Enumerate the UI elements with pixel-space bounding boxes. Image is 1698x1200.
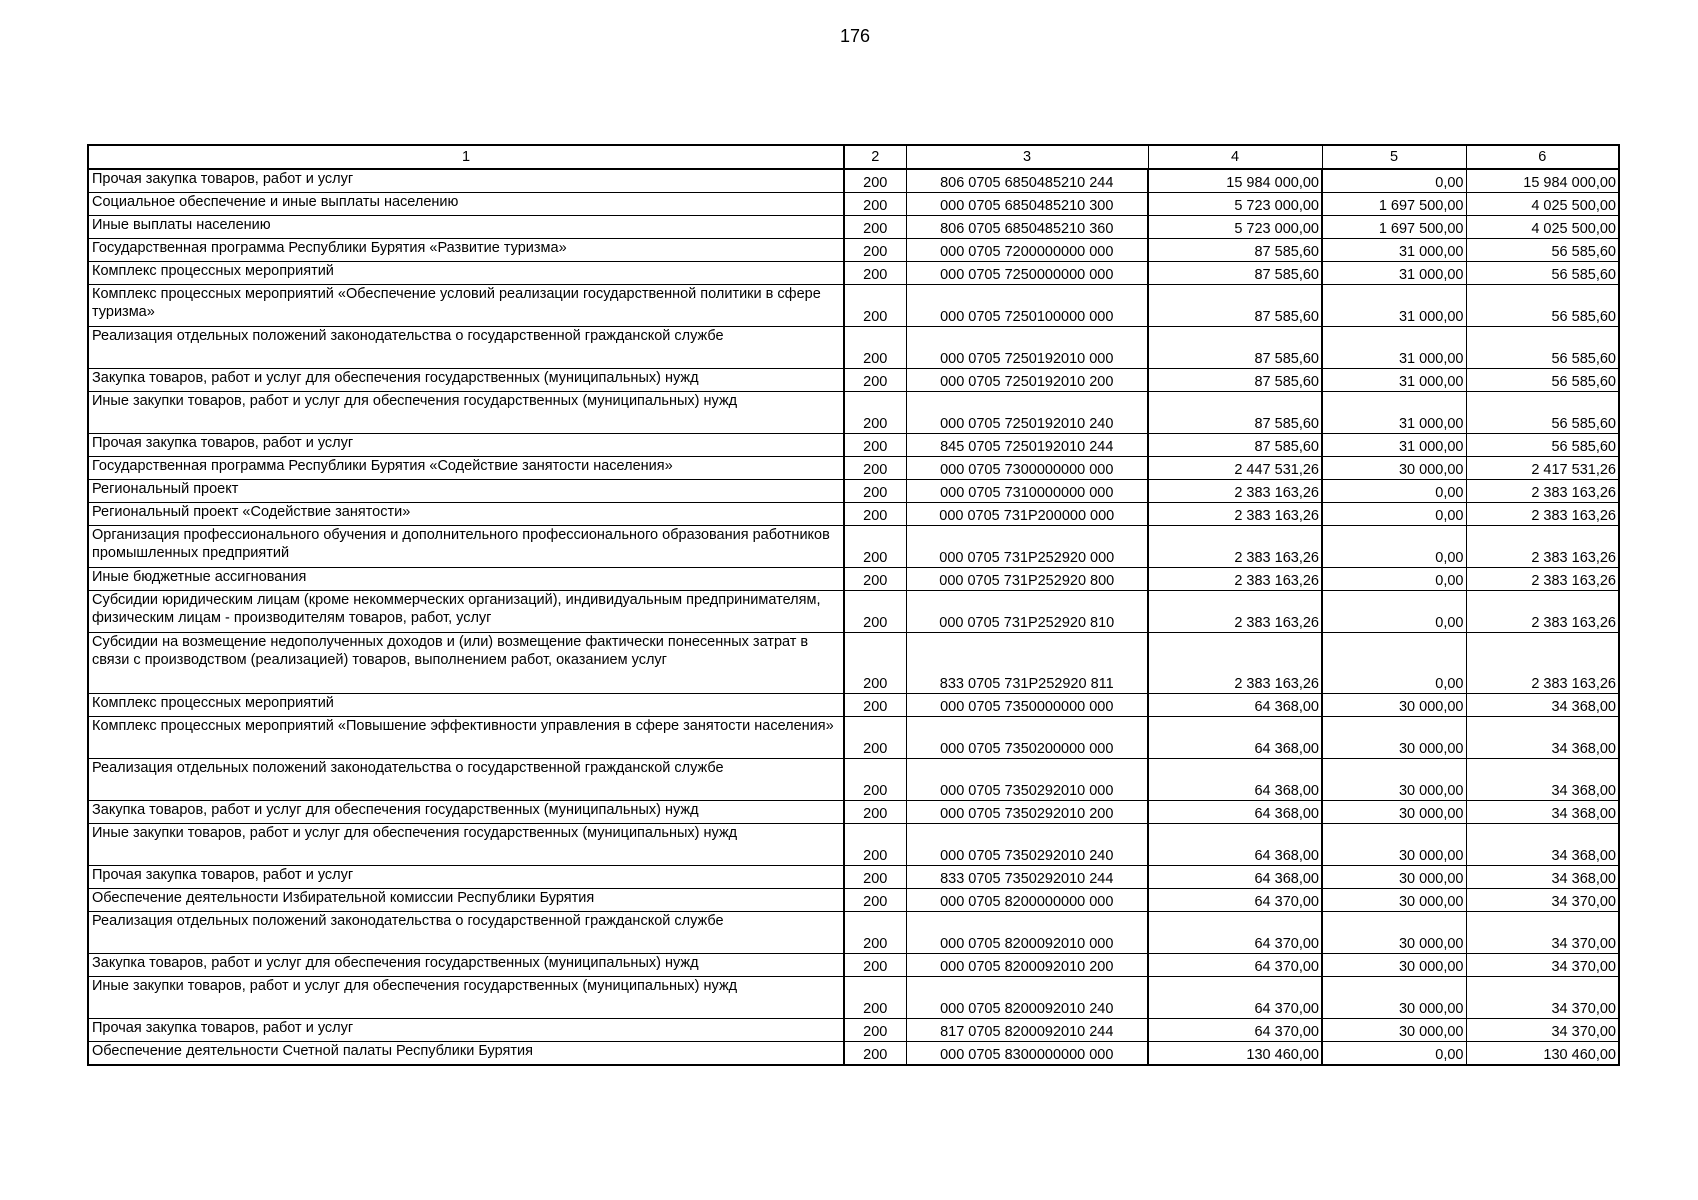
row-ver-cell: 200 [844, 262, 906, 285]
row-code-cell: 000 0705 8200000000 000 [906, 889, 1148, 912]
row-col5-cell: 30 000,00 [1322, 866, 1466, 889]
row-col4-cell: 130 460,00 [1148, 1042, 1322, 1066]
table-row [88, 216, 1619, 239]
table-row [88, 327, 1619, 369]
row-col4-cell: 64 370,00 [1148, 1019, 1322, 1042]
row-code-cell: 000 0705 8200092010 200 [906, 954, 1148, 977]
row-name-cell: Реализация отдельных положений законодательства о государственной гражданской службе [88, 912, 844, 954]
row-col4-cell: 87 585,60 [1148, 434, 1322, 457]
row-ver-cell: 200 [844, 193, 906, 216]
row-name-cell: Комплекс процессных мероприятий «Обеспечение условий реализации государственной политики в сфере туризма» [88, 285, 844, 327]
row-name-cell: Прочая закупка товаров, работ и услуг [88, 169, 844, 193]
row-ver-cell: 200 [844, 1042, 906, 1066]
row-code-cell: 833 0705 7350292010 244 [906, 866, 1148, 889]
table-row [88, 285, 1619, 327]
row-col4-cell: 87 585,60 [1148, 327, 1322, 369]
row-col5-cell: 31 000,00 [1322, 369, 1466, 392]
row-col4-cell: 64 370,00 [1148, 889, 1322, 912]
row-col6-cell: 2 383 163,26 [1466, 526, 1619, 568]
row-name-cell: Закупка товаров, работ и услуг для обеспечения государственных (муниципальных) нужд [88, 369, 844, 392]
row-col4-cell: 64 368,00 [1148, 759, 1322, 801]
row-ver-cell: 200 [844, 977, 906, 1019]
row-col5-cell: 0,00 [1322, 526, 1466, 568]
table-row [88, 169, 1619, 193]
row-ver-cell: 200 [844, 717, 906, 759]
row-col6-cell: 34 368,00 [1466, 824, 1619, 866]
table-row [88, 369, 1619, 392]
row-ver-cell: 200 [844, 369, 906, 392]
row-col5-cell: 30 000,00 [1322, 801, 1466, 824]
row-col5-cell: 0,00 [1322, 568, 1466, 591]
table-row [88, 1019, 1619, 1042]
row-code-cell: 000 0705 7250100000 000 [906, 285, 1148, 327]
table-body [88, 169, 1619, 1065]
row-col5-cell: 0,00 [1322, 591, 1466, 633]
row-col5-cell: 30 000,00 [1322, 912, 1466, 954]
row-name-cell: Комплекс процессных мероприятий «Повышение эффективности управления в сфере занятости населения» [88, 717, 844, 759]
row-col5-cell: 0,00 [1322, 1042, 1466, 1066]
row-ver-cell: 200 [844, 457, 906, 480]
row-col6-cell: 2 383 163,26 [1466, 503, 1619, 526]
row-col4-cell: 87 585,60 [1148, 369, 1322, 392]
row-name-cell: Прочая закупка товаров, работ и услуг [88, 1019, 844, 1042]
row-col4-cell: 87 585,60 [1148, 392, 1322, 434]
row-col6-cell: 34 370,00 [1466, 912, 1619, 954]
row-name-cell: Иные выплаты населению [88, 216, 844, 239]
row-col6-cell: 56 585,60 [1466, 285, 1619, 327]
row-name-cell: Комплекс процессных мероприятий [88, 694, 844, 717]
row-col6-cell: 34 368,00 [1466, 717, 1619, 759]
row-ver-cell: 200 [844, 1019, 906, 1042]
table-row [88, 434, 1619, 457]
row-col4-cell: 87 585,60 [1148, 239, 1322, 262]
row-name-cell: Закупка товаров, работ и услуг для обеспечения государственных (муниципальных) нужд [88, 801, 844, 824]
table-row [88, 262, 1619, 285]
table-row [88, 239, 1619, 262]
row-ver-cell: 200 [844, 392, 906, 434]
row-col5-cell: 31 000,00 [1322, 434, 1466, 457]
table-row [88, 591, 1619, 633]
row-col6-cell: 2 383 163,26 [1466, 633, 1619, 694]
row-col5-cell: 30 000,00 [1322, 889, 1466, 912]
column-header-4: 4 [1148, 145, 1322, 169]
table-row [88, 759, 1619, 801]
row-col6-cell: 34 368,00 [1466, 694, 1619, 717]
table-row [88, 717, 1619, 759]
row-col4-cell: 2 383 163,26 [1148, 480, 1322, 503]
row-col5-cell: 31 000,00 [1322, 392, 1466, 434]
row-ver-cell: 200 [844, 889, 906, 912]
row-col6-cell: 34 368,00 [1466, 759, 1619, 801]
row-name-cell: Государственная программа Республики Бурятия «Содействие занятости населения» [88, 457, 844, 480]
row-code-cell: 833 0705 731P252920 811 [906, 633, 1148, 694]
row-col4-cell: 64 370,00 [1148, 977, 1322, 1019]
row-col6-cell: 130 460,00 [1466, 1042, 1619, 1066]
row-code-cell: 000 0705 7250192010 200 [906, 369, 1148, 392]
row-col4-cell: 2 383 163,26 [1148, 568, 1322, 591]
row-col4-cell: 5 723 000,00 [1148, 193, 1322, 216]
row-col5-cell: 0,00 [1322, 633, 1466, 694]
table-row [88, 977, 1619, 1019]
row-code-cell: 000 0705 731P252920 800 [906, 568, 1148, 591]
table-row [88, 954, 1619, 977]
table-row [88, 1042, 1619, 1066]
row-name-cell: Субсидии на возмещение недополученных доходов и (или) возмещение фактически понесенных затрат в связи с производством (реализацией) товаров, выполнением работ, оказанием услуг [88, 633, 844, 694]
row-col6-cell: 56 585,60 [1466, 327, 1619, 369]
row-name-cell: Иные закупки товаров, работ и услуг для обеспечения государственных (муниципальных) нужд [88, 824, 844, 866]
row-code-cell: 000 0705 7350000000 000 [906, 694, 1148, 717]
row-name-cell: Прочая закупка товаров, работ и услуг [88, 866, 844, 889]
column-header-2: 2 [844, 145, 906, 169]
row-col5-cell: 30 000,00 [1322, 977, 1466, 1019]
row-name-cell: Региональный проект [88, 480, 844, 503]
row-code-cell: 845 0705 7250192010 244 [906, 434, 1148, 457]
row-ver-cell: 200 [844, 285, 906, 327]
row-col4-cell: 2 383 163,26 [1148, 503, 1322, 526]
row-col4-cell: 87 585,60 [1148, 285, 1322, 327]
row-name-cell: Обеспечение деятельности Счетной палаты Республики Бурятия [88, 1042, 844, 1066]
row-ver-cell: 200 [844, 824, 906, 866]
table-row [88, 392, 1619, 434]
row-code-cell: 000 0705 731P252920 810 [906, 591, 1148, 633]
table-row [88, 801, 1619, 824]
row-col6-cell: 4 025 500,00 [1466, 193, 1619, 216]
row-col5-cell: 0,00 [1322, 503, 1466, 526]
row-name-cell: Субсидии юридическим лицам (кроме некоммерческих организаций), индивидуальным предпринимателям, физическим лицам - производителям товаров, работ, услуг [88, 591, 844, 633]
row-ver-cell: 200 [844, 434, 906, 457]
row-col6-cell: 56 585,60 [1466, 239, 1619, 262]
table-row [88, 824, 1619, 866]
table-row [88, 568, 1619, 591]
row-ver-cell: 200 [844, 526, 906, 568]
row-col4-cell: 2 383 163,26 [1148, 526, 1322, 568]
row-col5-cell: 1 697 500,00 [1322, 216, 1466, 239]
table-row [88, 866, 1619, 889]
row-name-cell: Обеспечение деятельности Избирательной комиссии Республики Бурятия [88, 889, 844, 912]
row-code-cell: 000 0705 7350200000 000 [906, 717, 1148, 759]
row-col6-cell: 34 370,00 [1466, 1019, 1619, 1042]
row-col6-cell: 2 383 163,26 [1466, 591, 1619, 633]
row-col5-cell: 30 000,00 [1322, 457, 1466, 480]
table-row [88, 480, 1619, 503]
row-name-cell: Иные бюджетные ассигнования [88, 568, 844, 591]
row-col5-cell: 30 000,00 [1322, 1019, 1466, 1042]
row-col6-cell: 56 585,60 [1466, 369, 1619, 392]
row-code-cell: 817 0705 8200092010 244 [906, 1019, 1148, 1042]
table-row [88, 526, 1619, 568]
row-ver-cell: 200 [844, 694, 906, 717]
table-row [88, 889, 1619, 912]
row-name-cell: Реализация отдельных положений законодательства о государственной гражданской службе [88, 327, 844, 369]
row-col4-cell: 2 383 163,26 [1148, 591, 1322, 633]
row-col6-cell: 56 585,60 [1466, 262, 1619, 285]
row-col5-cell: 0,00 [1322, 169, 1466, 193]
row-ver-cell: 200 [844, 591, 906, 633]
table-row [88, 193, 1619, 216]
row-ver-cell: 200 [844, 866, 906, 889]
row-code-cell: 000 0705 7200000000 000 [906, 239, 1148, 262]
row-ver-cell: 200 [844, 912, 906, 954]
row-code-cell: 000 0705 7310000000 000 [906, 480, 1148, 503]
row-col5-cell: 31 000,00 [1322, 327, 1466, 369]
row-col4-cell: 15 984 000,00 [1148, 169, 1322, 193]
row-col4-cell: 2 383 163,26 [1148, 633, 1322, 694]
column-header-6: 6 [1466, 145, 1619, 169]
row-col5-cell: 31 000,00 [1322, 262, 1466, 285]
row-name-cell: Реализация отдельных положений законодательства о государственной гражданской службе [88, 759, 844, 801]
table-row [88, 912, 1619, 954]
row-name-cell: Комплекс процессных мероприятий [88, 262, 844, 285]
row-col6-cell: 15 984 000,00 [1466, 169, 1619, 193]
row-col5-cell: 31 000,00 [1322, 239, 1466, 262]
row-code-cell: 000 0705 7250000000 000 [906, 262, 1148, 285]
row-col6-cell: 56 585,60 [1466, 392, 1619, 434]
row-code-cell: 000 0705 8200092010 000 [906, 912, 1148, 954]
page-number: 176 [839, 26, 871, 46]
row-code-cell: 000 0705 8200092010 240 [906, 977, 1148, 1019]
column-header-3: 3 [906, 145, 1148, 169]
row-code-cell: 806 0705 6850485210 244 [906, 169, 1148, 193]
table-row [88, 457, 1619, 480]
row-col6-cell: 34 370,00 [1466, 954, 1619, 977]
column-header-5: 5 [1322, 145, 1466, 169]
row-col5-cell: 30 000,00 [1322, 824, 1466, 866]
row-code-cell: 000 0705 7350292010 200 [906, 801, 1148, 824]
row-col5-cell: 30 000,00 [1322, 759, 1466, 801]
row-col6-cell: 56 585,60 [1466, 434, 1619, 457]
row-col4-cell: 87 585,60 [1148, 262, 1322, 285]
row-col6-cell: 2 417 531,26 [1466, 457, 1619, 480]
row-code-cell: 000 0705 7300000000 000 [906, 457, 1148, 480]
row-col4-cell: 64 370,00 [1148, 954, 1322, 977]
column-header-1: 1 [88, 145, 844, 169]
row-col6-cell: 34 368,00 [1466, 801, 1619, 824]
row-name-cell: Иные закупки товаров, работ и услуг для обеспечения государственных (муниципальных) нужд [88, 977, 844, 1019]
row-code-cell: 000 0705 7350292010 000 [906, 759, 1148, 801]
row-name-cell: Прочая закупка товаров, работ и услуг [88, 434, 844, 457]
row-ver-cell: 200 [844, 503, 906, 526]
row-ver-cell: 200 [844, 568, 906, 591]
row-col6-cell: 2 383 163,26 [1466, 568, 1619, 591]
row-code-cell: 000 0705 7350292010 240 [906, 824, 1148, 866]
row-col6-cell: 34 370,00 [1466, 889, 1619, 912]
row-col5-cell: 1 697 500,00 [1322, 193, 1466, 216]
row-ver-cell: 200 [844, 216, 906, 239]
row-col4-cell: 64 368,00 [1148, 717, 1322, 759]
table-row [88, 633, 1619, 694]
row-ver-cell: 200 [844, 327, 906, 369]
row-name-cell: Закупка товаров, работ и услуг для обеспечения государственных (муниципальных) нужд [88, 954, 844, 977]
row-col4-cell: 64 370,00 [1148, 912, 1322, 954]
row-col4-cell: 64 368,00 [1148, 866, 1322, 889]
row-col6-cell: 4 025 500,00 [1466, 216, 1619, 239]
budget-table [87, 144, 1620, 1066]
row-name-cell: Организация профессионального обучения и дополнительного профессионального образования работников промышленных предприятий [88, 526, 844, 568]
row-code-cell: 000 0705 7250192010 240 [906, 392, 1148, 434]
row-ver-cell: 200 [844, 759, 906, 801]
row-col5-cell: 31 000,00 [1322, 285, 1466, 327]
row-col4-cell: 64 368,00 [1148, 824, 1322, 866]
row-ver-cell: 200 [844, 954, 906, 977]
table-row [88, 694, 1619, 717]
row-name-cell: Иные закупки товаров, работ и услуг для обеспечения государственных (муниципальных) нужд [88, 392, 844, 434]
row-ver-cell: 200 [844, 633, 906, 694]
row-code-cell: 806 0705 6850485210 360 [906, 216, 1148, 239]
row-col4-cell: 64 368,00 [1148, 694, 1322, 717]
row-code-cell: 000 0705 6850485210 300 [906, 193, 1148, 216]
row-code-cell: 000 0705 731P252920 000 [906, 526, 1148, 568]
row-col5-cell: 0,00 [1322, 480, 1466, 503]
row-col6-cell: 34 370,00 [1466, 977, 1619, 1019]
row-code-cell: 000 0705 7250192010 000 [906, 327, 1148, 369]
row-name-cell: Социальное обеспечение и иные выплаты населению [88, 193, 844, 216]
row-col4-cell: 5 723 000,00 [1148, 216, 1322, 239]
table-row [88, 503, 1619, 526]
row-code-cell: 000 0705 731P200000 000 [906, 503, 1148, 526]
row-col4-cell: 64 368,00 [1148, 801, 1322, 824]
row-code-cell: 000 0705 8300000000 000 [906, 1042, 1148, 1066]
row-name-cell: Государственная программа Республики Бурятия «Развитие туризма» [88, 239, 844, 262]
row-ver-cell: 200 [844, 169, 906, 193]
row-ver-cell: 200 [844, 480, 906, 503]
row-col4-cell: 2 447 531,26 [1148, 457, 1322, 480]
row-col5-cell: 30 000,00 [1322, 717, 1466, 759]
row-name-cell: Региональный проект «Содействие занятости» [88, 503, 844, 526]
row-ver-cell: 200 [844, 801, 906, 824]
row-col6-cell: 34 368,00 [1466, 866, 1619, 889]
table-header-row [88, 145, 1619, 169]
row-ver-cell: 200 [844, 239, 906, 262]
row-col5-cell: 30 000,00 [1322, 954, 1466, 977]
row-col5-cell: 30 000,00 [1322, 694, 1466, 717]
row-col6-cell: 2 383 163,26 [1466, 480, 1619, 503]
